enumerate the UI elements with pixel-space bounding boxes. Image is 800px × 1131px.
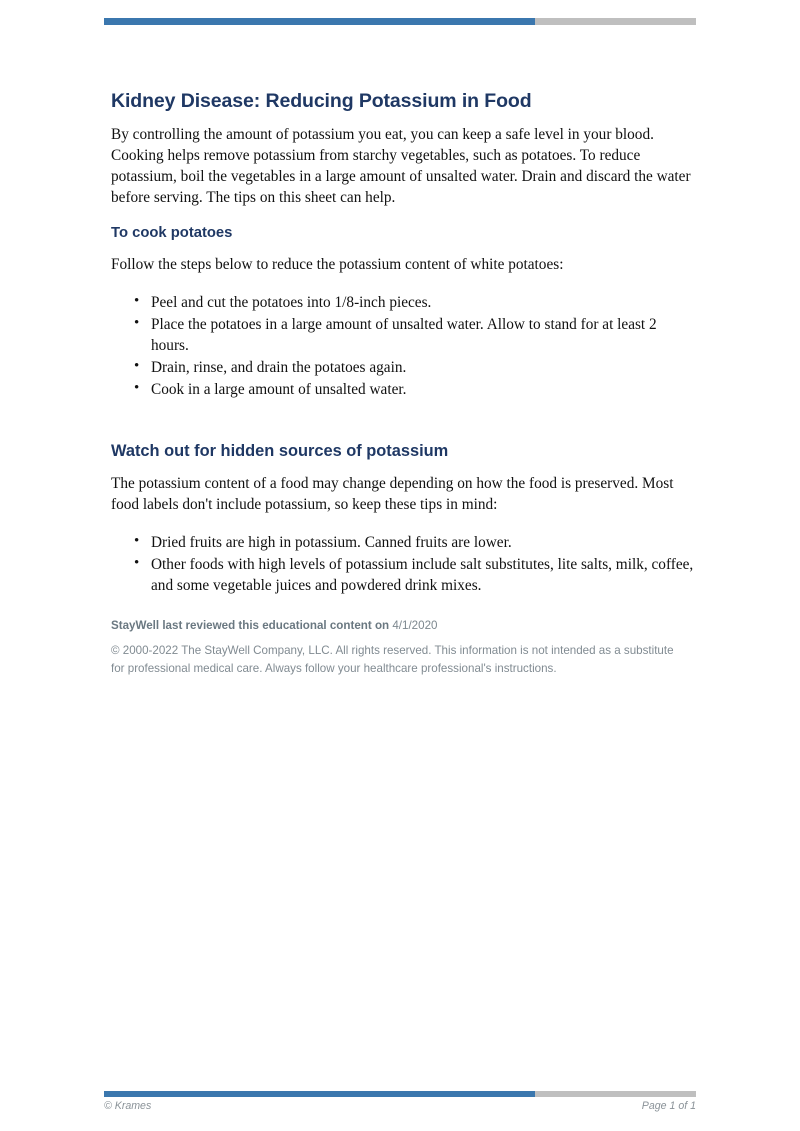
page-footer (104, 1100, 696, 1112)
list-item: • Other foods with high levels of potassium include salt substitutes, lite salts, milk, coffee, and some vegetable juices and powdered drink mixes. (151, 554, 696, 596)
review-attribution (111, 618, 696, 635)
list-item: • Place the potatoes in a large amount of unsalted water. Allow to stand for at least 2 hours. (151, 314, 696, 356)
footer-rule (104, 1091, 696, 1097)
reviewed-label: StayWell last reviewed this educational content on (111, 619, 390, 633)
document-content (111, 90, 696, 677)
copyright-notice: © 2000-2022 The StayWell Company, LLC. All rights reserved. This information is not intended as a substitute for professional medical care. Always follow your healthcare professional's instructions. (111, 644, 674, 675)
list-item: • Drain, rinse, and drain the potatoes again. (151, 357, 696, 378)
section-lead-paragraph-2: The potassium content of a food may change depending on how the food is preserved. Most food labels don't include potassium, so keep these tips in mind: (111, 475, 674, 514)
section-lead-paragraph-1: Follow the steps below to reduce the potassium content of white potatoes: (111, 255, 564, 273)
header-rule (104, 18, 696, 25)
header-rule-blue-segment (104, 18, 535, 25)
bullet-list-hidden-sources (111, 532, 696, 596)
intro-paragraph: By controlling the amount of potassium you eat, you can keep a safe level in your blood. Cooking helps remove potassium from starchy vegetables, such as potatoes. To reduce potassium, boil the vegetables in a large amount of unsalted water. Drain and discard the water before serving. The tips on this sheet can help. (111, 126, 691, 207)
list-item: • Cook in a large amount of unsalted water. (151, 379, 696, 400)
footer-rule-blue-segment (104, 1091, 535, 1097)
section-heading-hidden-sources: Watch out for hidden sources of potassium (111, 442, 449, 461)
section-heading-to-cook-potatoes: To cook potatoes (111, 225, 233, 242)
footer-credit: © Krames (104, 1100, 152, 1112)
bullet-list-cook-potatoes (111, 292, 696, 401)
page-title: Kidney Disease: Reducing Potassium in Food (111, 90, 532, 112)
footer-rule-gray-segment (535, 1091, 696, 1097)
list-item: • Peel and cut the potatoes into 1/8-inch pieces. (151, 292, 696, 313)
footer-page-number: Page 1 of 1 (641, 1100, 696, 1112)
list-item: • Dried fruits are high in potassium. Canned fruits are lower. (151, 532, 696, 553)
header-rule-gray-segment (535, 18, 696, 25)
section-spacer (111, 412, 696, 442)
reviewed-date: 4/1/2020 (392, 619, 438, 633)
